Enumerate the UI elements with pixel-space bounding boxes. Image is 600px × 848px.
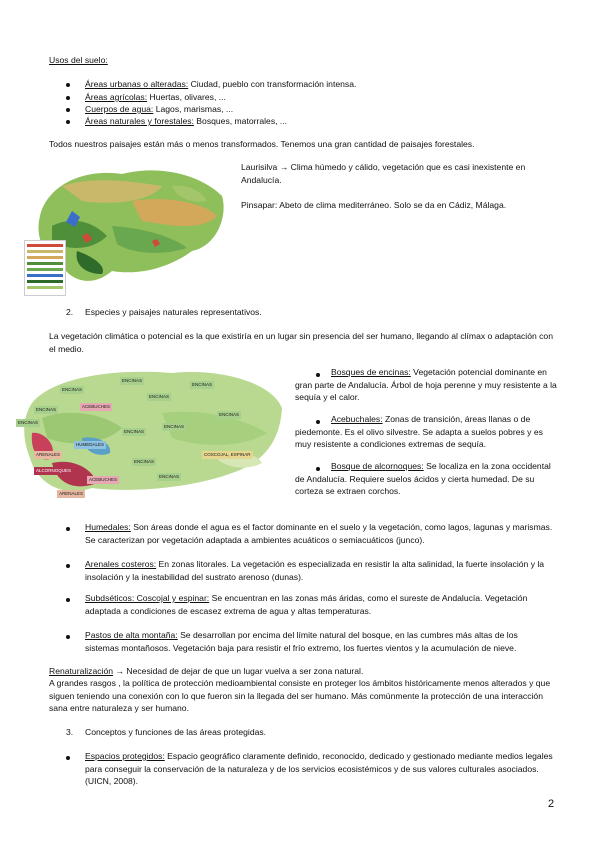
section3-number: 3. — [66, 727, 74, 737]
map-label: ENCINAS — [122, 378, 143, 383]
bullet — [66, 108, 70, 112]
map-label: ENCINAS — [149, 394, 170, 399]
renaturalizacion-line: Renaturalización → Necesidad de dejar de que un lugar vuelva a ser zona natural. — [49, 666, 364, 676]
usos-item-3: Cuerpos de agua: Lagos, marismas, ... — [85, 104, 234, 114]
map-label: ENCINAS — [62, 387, 83, 392]
otros-arenales: Arenales costeros: En zonas litorales. La vegetación es especializada en resistir la alta salinidad, la fuerte insolación y la insolación y la inestabilidad del sustrato arenoso (dunas). — [85, 559, 545, 582]
section2-title: Especies y paisajes naturales representativos. — [85, 307, 262, 317]
otros-subdseticos: Subdséticos: Coscojal y espinar: Se encuentran en las zonas más áridas, como el sureste de Andalucía. Vegetación adaptada a condiciones de escasez extrema de agua y altas temperaturas. — [85, 593, 528, 616]
espacios-protegidos: Espacios protegidos: Espacio geográfico claramente definido, reconocido, dedicado y gestionado mediante medios legales para conseguir la conservación de la naturaleza y de los servicios ecosistémicos y de sus valores culturales asociados. (UICN, 2008). — [85, 751, 553, 787]
map-label: ENCINAS — [159, 474, 180, 479]
map-label: COSCOJAL, ESPINAR — [204, 452, 251, 457]
pinsapar-text: Pinsapar: Abeto de clima mediterráneo. Solo se da en Cádiz, Málaga. — [241, 200, 507, 210]
bullet — [66, 83, 70, 87]
otros-pastos: Pastos de alta montaña: Se desarrollan por encima del límite natural del bosque, en las cumbres más altas de los sistemas montañosos. Vegetación baja para resistir el frío extremo, los fuertes vientos y la acumulación de nieve. — [85, 630, 518, 653]
usos-heading: Usos del suelo: — [49, 55, 108, 65]
map-label: ENCINAS — [164, 424, 185, 429]
laurisilva-text: Laurisilva → Clima húmedo y cálido, vegetación que es casi inexistente en Andalucía. — [241, 162, 526, 185]
map-label: ENCINAS — [219, 412, 240, 417]
land-use-map — [22, 156, 230, 296]
bosque-alcornoques: Bosque de alcornoques: Se localiza en la zona occidental de Andalucía. Requiere suelos ácidos y cierta humedad. De su corteza se extraen corchos. — [295, 461, 551, 497]
map-label: HUMEDALES — [76, 442, 105, 447]
map-label: ARENALES — [59, 491, 84, 496]
usos-item-2: Áreas agrícolas: Huertas, olivares, ... — [85, 92, 226, 102]
bullet — [66, 527, 70, 531]
map-label: ACEBUCHES — [89, 477, 118, 482]
map-label: ACEBUCHES — [82, 404, 111, 409]
otros-humedales: Humedales: Son áreas donde el agua es el factor dominante en el suelo y la vegetación, como lagos, lagunas y marismas. Se caracterizan por vegetación adaptada a ambientes acuáticos o semiacuáticos (junco). — [85, 522, 553, 545]
map-label: ENCINAS — [124, 429, 145, 434]
vegetation-map-graphic — [12, 363, 284, 505]
section2-number: 2. — [66, 307, 74, 317]
bosque-acebuchales: Acebuchales: Zonas de transición, áreas llanas o de piedemonte. Es el olivo silvestre. Se adapta a suelos pobres y es muy resistente a condiciones extremas de sequía. — [295, 414, 543, 450]
map-label: ARENALES — [36, 452, 61, 457]
map-label: ALCORNOQUES — [36, 468, 72, 473]
map-label: ENCINAS — [192, 382, 213, 387]
usos-item-1: Áreas urbanas o alteradas: Ciudad, pueblo con transformación intensa. — [85, 79, 357, 89]
bullet — [66, 96, 70, 100]
renaturalizacion-para: A grandes rasgos , la política de protección medioambiental consiste en proteger los ámbitos históricamente menos alterados y que siguen teniendo una conexión con lo que fueron sin la llegada del ser humano. Más comúnmente la protección de una interacción sana entre naturaleza y ser humano. — [49, 678, 551, 714]
bullet — [66, 756, 70, 760]
vegetation-map — [12, 363, 284, 505]
page-number: 2 — [548, 798, 555, 810]
section2-intro: La vegetación climática o potencial es la que existiría en un lugar sin presencia del ser humano, llegando al clímax o adaptación con el medio. — [49, 331, 553, 354]
usos-item-4: Áreas naturales y forestales: Bosques, matorrales, ... — [85, 116, 288, 126]
usos-summary: Todos nuestros paisajes están más o menos transformados. Tenemos una gran cantidad de paisajes forestales. — [49, 139, 475, 149]
bosque-encinas: Bosques de encinas: Vegetación potencial dominante en gran parte de Andalucía. Árbol de hoja perenne y muy resistente a la sequía y el calor. — [295, 367, 557, 403]
map-label: ENCINAS — [36, 407, 57, 412]
map-label: ENCINAS — [134, 459, 155, 464]
bullet — [66, 635, 70, 639]
section3-title: Conceptos y funciones de las áreas protegidas. — [85, 727, 267, 737]
map-legend — [24, 240, 66, 296]
map-label: ENCINAS — [18, 420, 39, 425]
bullet — [66, 564, 70, 568]
bullet — [66, 120, 70, 124]
bullet — [66, 598, 70, 602]
